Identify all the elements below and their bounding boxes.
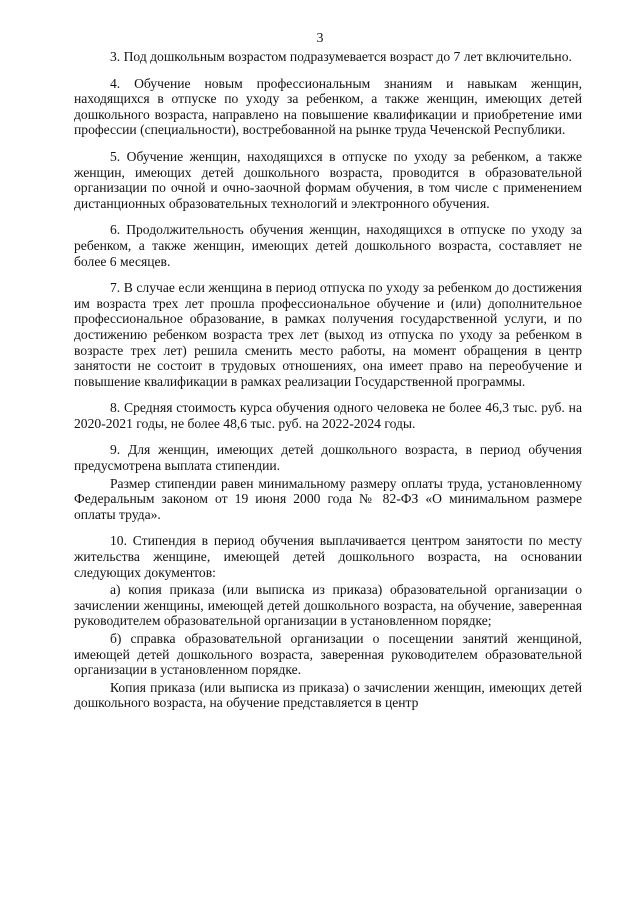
paragraph-9: 9. Для женщин, имеющих детей дошкольного возраста, в период обучения предусмотрена выплата стипендии. xyxy=(74,442,582,474)
list-item-b: б) справка образовательной организации о посещении занятий женщиной, имеющей детей дошкольного возраста, заверенная руководителем образовательной организации в установленном порядке. xyxy=(74,631,582,678)
paragraph-10: 10. Стипендия в период обучения выплачивается центром занятости по месту жительства женщине, имеющей детей дошкольного возраста, на основании следующих документов: xyxy=(74,533,582,580)
paragraph-3: 3. Под дошкольным возрастом подразумевается возраст до 7 лет включительно. xyxy=(110,49,572,64)
paragraph-order-copy: Копия приказа (или выписка из приказа) о зачислении женщин, имеющих детей дошкольного возраста, на обучение представляется в центр xyxy=(74,679,582,711)
list-item-a: а) копия приказа (или выписка из приказа) образовательной организации о зачислении женщины, имеющей детей дошкольного возраста, на обучение, заверенная руководителем образовательной организации в установленном порядке; xyxy=(74,582,582,629)
paragraph-6: 6. Продолжительность обучения женщин, находящихся в отпуске по уходу за ребенком, а также женщин, имеющих детей дошкольного возраста, составляет не более 6 месяцев. xyxy=(74,222,582,269)
document-body xyxy=(74,49,582,722)
paragraph-4: 4. Обучение новым профессиональным знаниям и навыкам женщин, находящихся в отпуске по уходу за ребенком, а также женщин, имеющих детей дошкольного возраста, направлено на повышение квалификации и приобретение ими профессии (специальности), востребованной на рынке труда Чеченской Республики. xyxy=(74,75,582,138)
paragraph-stipend-size: Размер стипендии равен минимальному размеру оплаты труда, установленному Федеральным законом от 19 июня 2000 года № 82-ФЗ «О минимальном размере оплаты труда». xyxy=(74,475,582,522)
paragraph-8: 8. Средняя стоимость курса обучения одного человека не более 46,3 тыс. руб. на 2020-2021 годы, не более 48,6 тыс. руб. на 2022-2024 годы. xyxy=(74,400,582,431)
paragraph-5: 5. Обучение женщин, находящихся в отпуске по уходу за ребенком, а также женщин, имеющих детей дошкольного возраста, проводится в образовательной организации по очной и очно-заочной формам обучения, в том числе с применением дистанционных образовательных технологий и электронного обучения. xyxy=(74,148,582,211)
page-number: 3 xyxy=(316,31,324,46)
paragraph-7: 7. В случае если женщина в период отпуска по уходу за ребенком до достижения им возраста трех лет прошла профессиональное обучение и (или) дополнительное профессиональное образование, в рамках получения государственной услуги, и по достижению ребенком возраста трех лет (выход из отпуска по уходу за ребенком в возрасте трех лет) решила сменить место работы, на момент обращения в центр занятости не состоит в трудовых отношениях, она имеет право на переобучение и повышение квалификации в рамках реализации Государственной программы. xyxy=(74,280,582,389)
